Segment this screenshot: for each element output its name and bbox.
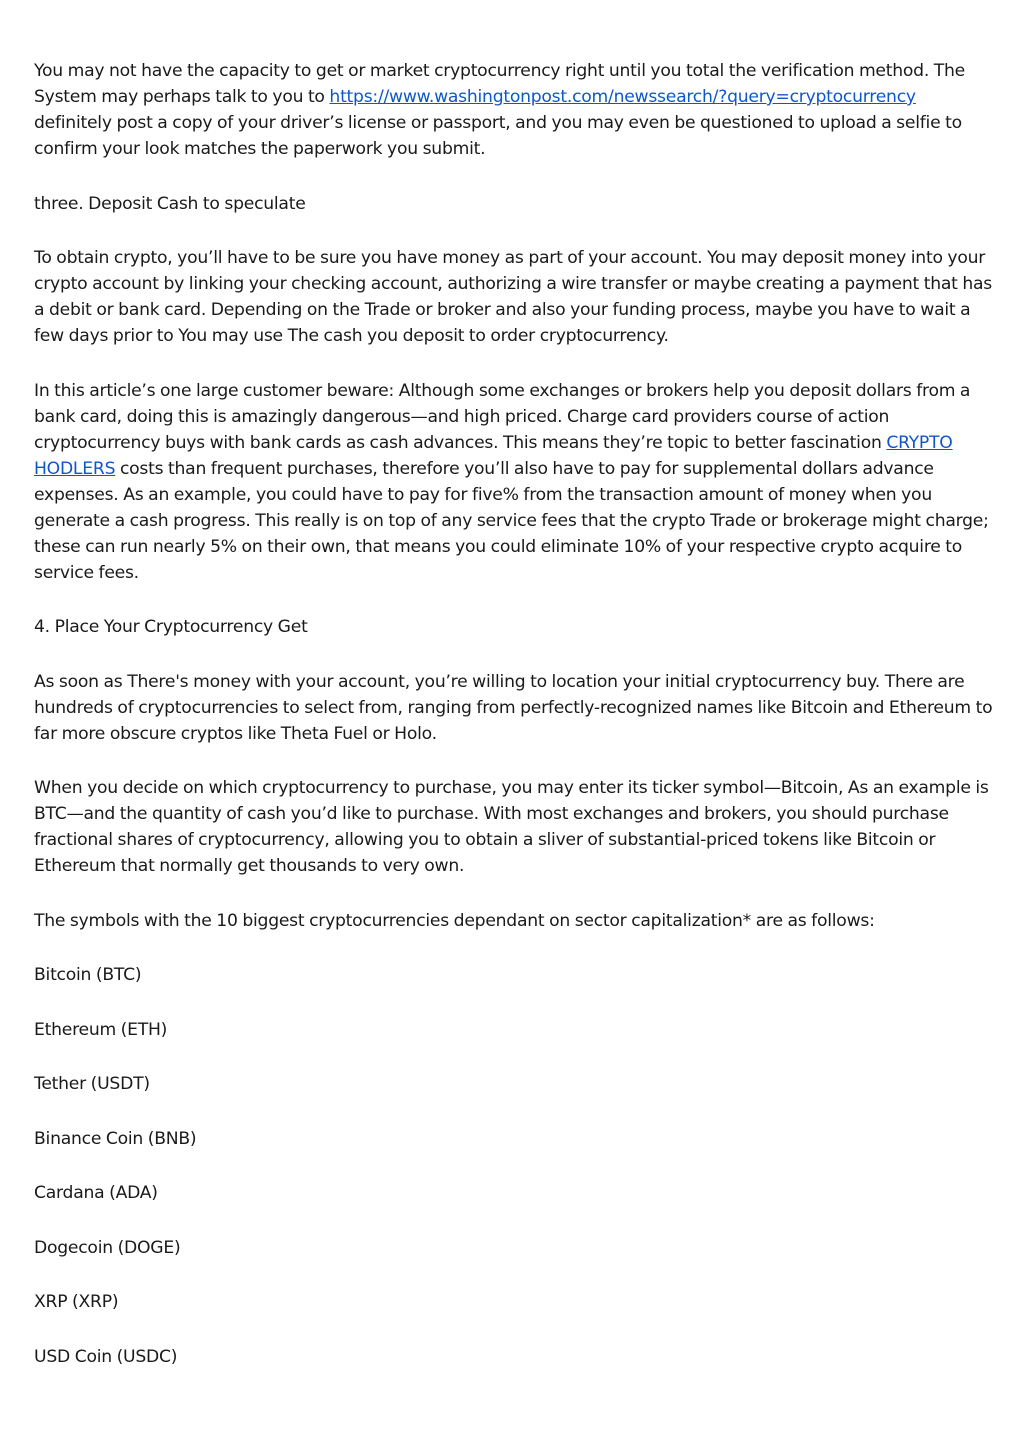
credit-card-paragraph — [34, 378, 994, 586]
verification-text-start: You may not have the capacity to get or market cryptocurrency right until you total the verification method. The System may perhaps talk to you to — [34, 61, 965, 107]
coin-list-item: Cardana (ADA) — [34, 1183, 158, 1203]
coin-list-item: Bitcoin (BTC) — [34, 965, 142, 985]
document-page — [34, 58, 994, 1398]
credit-card-text-end: costs than frequent purchases, therefore you’ll also have to pay for supplemental dollars advance expenses. As an example, you could have to pay for five% from the transaction amount of money when you generate a cash progress. This really is on top of any service fees that the crypto Trade or brokerage might charge; these can run nearly 5% on their own, that means you could eliminate 10% of your respective crypto acquire to service fees. — [34, 458, 989, 583]
deposit-paragraph: To obtain crypto, you’ll have to be sure you have money as part of your account. You may deposit money into your crypto account by linking your checking account, authorizing a wire transfer or maybe creating a payment that has a debit or bank card. Depending on the Trade or broker and also your funding process, maybe you have to wait a few days prior to You may use The cash you deposit to order cryptocurrency. — [34, 248, 992, 346]
section-heading-deposit: three. Deposit Cash to speculate — [34, 193, 306, 214]
symbols-intro-paragraph: The symbols with the 10 biggest cryptocurrencies dependant on sector capitalization* are as follows: — [34, 910, 875, 931]
order-paragraph: As soon as There's money with your account, you’re willing to location your initial cryptocurrency buy. There are hundreds of cryptocurrencies to select from, ranging from perfectly-recognized names like Bitcoin and Ethereum to far more obscure cryptos like Theta Fuel or Holo. — [34, 671, 993, 744]
coin-list-item: XRP (XRP) — [34, 1292, 119, 1312]
washingtonpost-link[interactable]: https://www.washingtonpost.com/newssearch/?query=cryptocurrency — [329, 87, 916, 107]
verification-text-end: definitely post a copy of your driver’s license or passport, and you may even be questioned to upload a selfie to confirm your look matches the paperwork you submit. — [34, 113, 962, 159]
credit-card-text-start: In this article’s one large customer beware: Although some exchanges or brokers help you deposit dollars from a bank card, doing this is amazingly dangerous—and high priced. Charge card providers course of action cryptocurrency buys with bank cards as cash advances. This means they’re topic to better fascination — [34, 380, 971, 453]
coin-list-item: Ethereum (ETH) — [34, 1019, 168, 1040]
ticker-paragraph: When you decide on which cryptocurrency to purchase, you may enter its ticker symbol—Bitcoin, As an example is BTC—and the quantity of cash you’d like to purchase. With most exchanges and brokers, you should purchase fractional shares of cryptocurrency, allowing you to obtain a sliver of substantial-priced tokens like Bitcoin or Ethereum that normally get thousands to very own. — [34, 778, 989, 876]
coin-list-item: Dogecoin (DOGE) — [34, 1237, 181, 1258]
verification-paragraph — [34, 58, 994, 162]
coin-list-item: Tether (USDT) — [34, 1074, 150, 1094]
section-heading-order: 4. Place Your Cryptocurrency Get — [34, 617, 308, 637]
coin-list-item: Binance Coin (BNB) — [34, 1128, 197, 1149]
coin-list-item: USD Coin (USDC) — [34, 1346, 178, 1367]
crypto-hodlers-link[interactable]: CRYPTO HODLERS — [34, 432, 953, 479]
